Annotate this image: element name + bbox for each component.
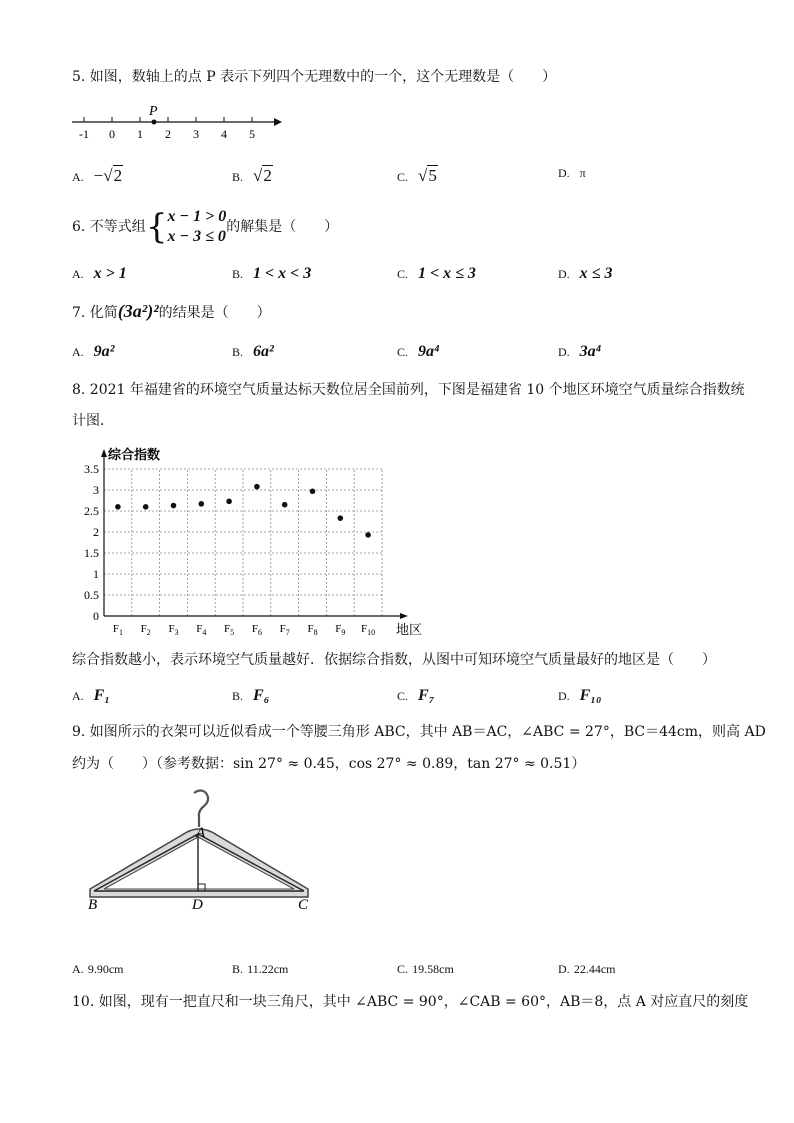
q8-stem-line2: 计图．: [72, 413, 114, 429]
number-line-tick-label: 1: [137, 127, 143, 141]
number-line-tick-label: 4: [221, 127, 227, 141]
chart-x-tick-label: $F_5$: [224, 623, 235, 637]
chart-point: [226, 499, 232, 505]
q8-option-d[interactable]: D. F₁₀: [558, 687, 602, 704]
brace-icon: {: [145, 207, 168, 247]
q8-option-b[interactable]: B. F₆: [232, 687, 270, 704]
label-b: B: [88, 897, 98, 913]
number-line-tick-label: 2: [165, 127, 171, 141]
chart-y-tick-label: 3: [93, 483, 99, 497]
chart-point: [143, 504, 149, 510]
number-line-tick-label: 5: [249, 127, 255, 141]
q6-option-b[interactable]: B. 1 < x < 3: [232, 265, 312, 282]
q5-stem: 5. 如图，数轴上的点 P 表示下列四个无理数中的一个，这个无理数是（ ）: [72, 69, 557, 85]
q6-stem: 6. 不等式组{ x − 1 > 0 x − 3 ≤ 0 的解集是（ ）: [72, 207, 339, 247]
chart-x-tick-label: $F_{10}$: [361, 623, 376, 637]
label-d: D: [192, 897, 203, 913]
q5-number-line: [68, 100, 288, 140]
q7-options: [72, 343, 732, 363]
chart-point: [115, 504, 121, 510]
q8-stem-line1: 8. 2021 年福建省的环境空气质量达标天数位居全国前列，下图是福建省 10 个地区环境空气质量综合指数统: [72, 382, 745, 398]
chart-point: [171, 503, 177, 509]
q8-option-a[interactable]: A. F₁: [72, 687, 110, 704]
q8-scatter-chart: [68, 438, 423, 640]
q10-stem: 10. 如图，现有一把直尺和一块三角尺，其中 ∠ABC = 90°，∠CAB = 60°，AB＝8，点 A 对应直尺的刻度: [72, 994, 749, 1010]
q5-option-a[interactable]: A. −√2: [72, 166, 123, 185]
q6-option-c[interactable]: C. 1 < x ≤ 3: [397, 265, 476, 282]
q7-option-a[interactable]: A. 9a²: [72, 343, 115, 360]
chart-point: [254, 484, 260, 490]
chart-y-tick-label: 2: [93, 525, 99, 539]
q8-options: [72, 687, 732, 707]
chart-point: [338, 515, 344, 521]
chart-x-tick-label: $F_3$: [168, 623, 179, 637]
q6-option-d[interactable]: D. x ≤ 3: [558, 265, 613, 282]
chart-x-tick-label: $F_7$: [279, 623, 290, 637]
q6-option-a[interactable]: A. x > 1: [72, 265, 127, 282]
q9-stem-line1: 9. 如图所示的衣架可以近似看成一个等腰三角形 ABC，其中 AB＝AC，∠ABC = 27°，BC＝44cm，则高 AD: [72, 724, 766, 740]
number-line-tick-label: -1: [79, 127, 89, 141]
chart-y-tick-label: 0.5: [84, 588, 99, 602]
label-a: A: [196, 825, 206, 841]
number-line-arrow-icon: [274, 118, 282, 126]
chart-y-tick-label: 1: [93, 567, 99, 581]
q8-after-chart: 综合指数越小，表示环境空气质量越好．依据综合指数，从图中可知环境空气质量最好的地区是（ ）: [72, 652, 716, 668]
q7-option-d[interactable]: D. 3a⁴: [558, 343, 602, 360]
chart-ylabel: 综合指数: [108, 447, 161, 462]
q9-option-d[interactable]: D. 22.44cm: [558, 962, 616, 976]
q9-stem-line2: 约为（ ）（参考数据：sin 27° ≈ 0.45，cos 27° ≈ 0.89，tan 27° ≈ 0.51）: [72, 756, 586, 772]
chart-y-tick-label: 0: [93, 609, 99, 623]
q7-stem: 7. 化简(3a²)²的结果是（ ）: [72, 301, 271, 321]
q9-hanger-figure: [72, 785, 332, 915]
chart-x-tick-label: $F_2$: [140, 623, 151, 637]
q5-option-c[interactable]: C. √5: [397, 166, 437, 185]
q9-option-a[interactable]: A. 9.90cm: [72, 962, 124, 976]
number-line-tick-label: 0: [109, 127, 115, 141]
chart-point: [365, 532, 371, 538]
q7-option-c[interactable]: C. 9a⁴: [397, 343, 440, 360]
chart-x-tick-label: $F_9$: [335, 623, 346, 637]
q6-options: [72, 265, 732, 285]
chart-x-arrow-icon: [400, 613, 408, 619]
chart-y-arrow-icon: [101, 449, 107, 457]
q5-option-b[interactable]: B. √2: [232, 166, 272, 185]
chart-y-tick-label: 3.5: [84, 462, 99, 476]
chart-x-tick-label: $F_6$: [251, 623, 262, 637]
label-c: C: [298, 897, 309, 913]
number-line-tick-label: 3: [193, 127, 199, 141]
point-p-label: P: [149, 104, 158, 119]
q5-option-d[interactable]: D. π: [558, 166, 586, 180]
chart-x-tick-label: $F_1$: [112, 623, 123, 637]
q9-option-c[interactable]: C. 19.58cm: [397, 962, 454, 976]
chart-point: [282, 502, 288, 508]
chart-x-tick-label: $F_8$: [307, 623, 318, 637]
point-p: [152, 120, 157, 125]
chart-y-tick-label: 1.5: [84, 546, 99, 560]
chart-point: [310, 488, 316, 494]
q5-options: [72, 166, 732, 186]
chart-x-tick-label: $F_4$: [196, 623, 207, 637]
chart-y-tick-label: 2.5: [84, 504, 99, 518]
q9-option-b[interactable]: B. 11.22cm: [232, 962, 289, 976]
q7-option-b[interactable]: B. 6a²: [232, 343, 274, 360]
q8-option-c[interactable]: C. F₇: [397, 687, 435, 704]
q9-options: [72, 962, 732, 982]
chart-point: [199, 501, 205, 507]
hanger-hook-icon: [194, 791, 208, 828]
chart-xlabel: 地区: [396, 622, 423, 637]
